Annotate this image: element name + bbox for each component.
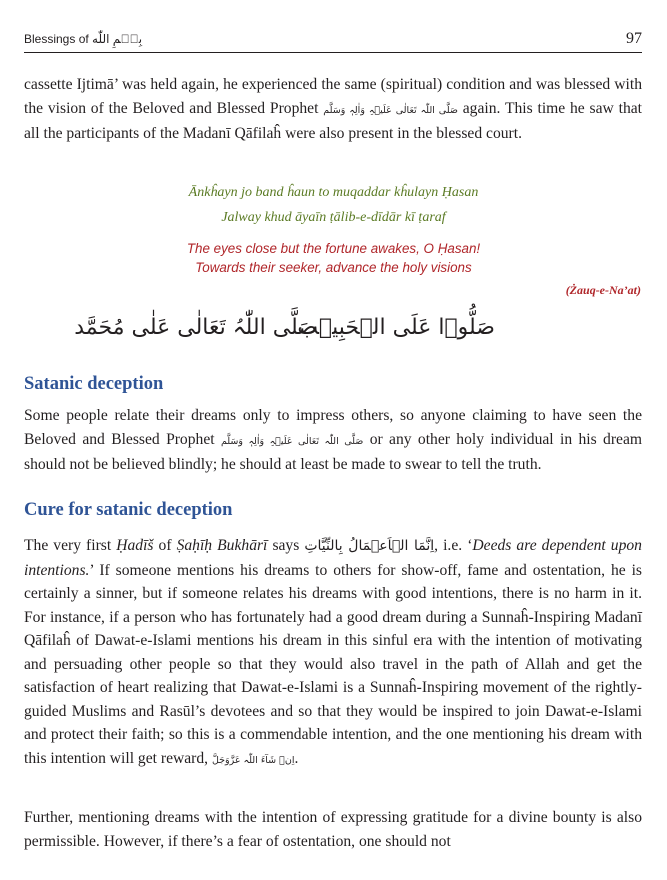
cure-text-1: The very first [24, 537, 117, 554]
section-1-text-2: or any other holy individual in his dream should not be believed blindly; he should at least be made to swear to tell the truth. [24, 430, 642, 473]
verse-transliteration-line-2: Jalway khud āyaīn ṭālib-e-dīdār kī ṭaraf [221, 210, 446, 225]
cure-paragraph [24, 534, 642, 772]
cure-text-5: ’ If someone mentions his dreams to others for show-off, fame and ostentation, he is certainly a sinner, but if someone relates his dreams with good intentions, there is no harm in it. For instance, if a person who has fortunately had a good dream during a Sunnaĥ-Inspiring Madanī Qāfilaĥ of Dawat-e-Islami mentions his dream in this sinful era with the intention of motivating and persuading other people so that they would also travel in the path of Allah and get the satisfaction of heart realizing that Dawat-e-Islami is a Sunnaĥ-Inspiring movement of the rightly-guided Muslims and Rasūl’s devotees and so that they would be inspired to join Dawat-e-Islami and protect their faith; so this is a commendable intention, and the one mentioning his dream with this intention will get reward, [24, 561, 642, 767]
intro-text-2: again. This time he saw that all the participants of the Madanī Qāfilaĥ were also present in the blessed court. [24, 99, 643, 142]
section-1-text-1: Some people relate their dreams only to impress others, so anyone claiming to have seen the Beloved and Blessed Prophet [24, 407, 642, 448]
verse-translation-line-1: The eyes close but the fortune awakes, O Ḥasan! [186, 241, 481, 256]
verse-source: (Żauq-e-Na’at) [565, 283, 641, 297]
cure-text-2: of [153, 537, 177, 554]
salutation-calligraphy: صَلَّی اللّٰہ تَعَالٰی عَلَیۡہِ وَاٰلِہٖ وَسَلَّم [323, 104, 458, 116]
page-number: 97 [626, 30, 642, 47]
section-heading-satanic-deception: Satanic deception [24, 374, 164, 394]
verse-translation-line-2: Towards their seeker, advance the holy visions [195, 260, 472, 275]
cure-text-3: says [267, 537, 305, 554]
salat-left-calligraphy: صَلَّی اللّٰہُ تَعَالٰی عَلٰی مُحَمَّد [74, 315, 317, 340]
intro-text-1: cassette Ijtimā’ was held again, he experienced the same (spiritual) condition and was blessed with the vision of the Beloved and Blessed Prophet [24, 76, 642, 117]
hadis-term: Ḥadīš [116, 537, 154, 554]
running-head [24, 30, 642, 50]
hadith-translation: Deeds are dependent upon intentions. [24, 537, 642, 579]
inshaallah-calligraphy: اِنۡ شَآءَ اللّٰہ عَزَّوَجَلَّ [211, 754, 295, 766]
book-name: Ṣaḥīḥ Bukhārī [176, 537, 268, 554]
satanic-deception-paragraph [24, 404, 642, 477]
cure-text-6: . [294, 749, 299, 767]
intro-paragraph [24, 73, 642, 146]
section-heading-cure: Cure for satanic deception [24, 500, 233, 520]
book-title: Blessings of بِسۡمِ اللّٰه [24, 32, 143, 46]
salat-right-calligraphy: صَلُّوۡا عَلَی الۡحَبِیۡب [297, 315, 495, 340]
further-paragraph: Further, mentioning dreams with the intention of expressing gratitude for a divine bounty is also permissible. However, if there’s a fear of ostentation, one should not [24, 809, 642, 850]
verse-transliteration-line-1: Ānkĥayn jo band ĥaun to muqaddar kĥulayn Ḥasan [188, 185, 479, 200]
salutation-calligraphy: صَلَّی اللّٰہ تَعَالٰی عَلَیۡہِ وَاٰلِہٖ وَسَلَّم [220, 435, 364, 447]
cure-text-4: , i.e. ‘ [434, 537, 473, 554]
hadith-arabic: اِنَّمَا الۡاَعۡمَالُ بِالنِّیَّاتِ [304, 538, 435, 554]
header-divider [24, 52, 642, 53]
salat-line [0, 309, 667, 349]
